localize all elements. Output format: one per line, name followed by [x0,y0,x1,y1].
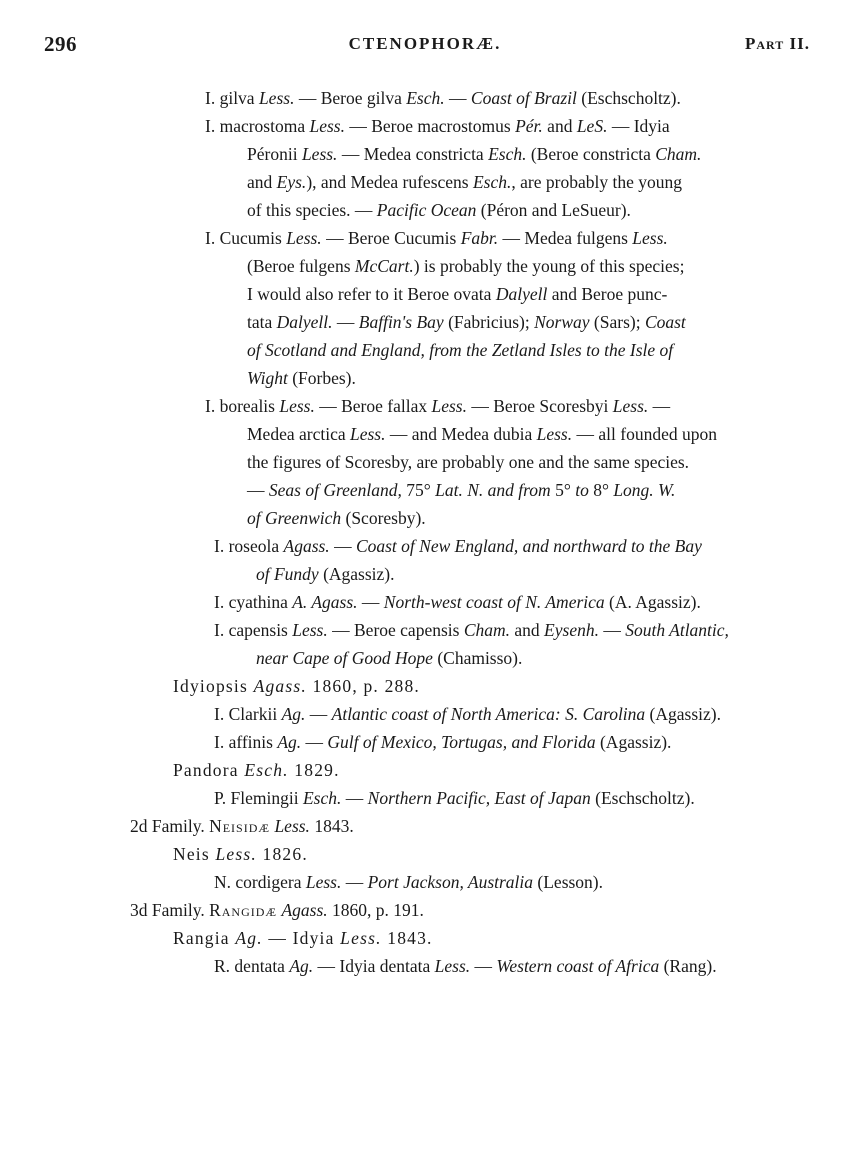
entry-continuation-line: near Cape of Good Hope (Chamisso). [256,648,523,668]
entry-continuation-line: Medea arctica Less. — and Medea dubia Less. — all founded upon [247,424,717,444]
page-body [0,84,850,980]
entry-continuation-line: Wight (Forbes). [247,368,356,388]
genus-heading: Idyiopsis Agass. 1860, p. 288. [173,676,421,696]
genus-heading: Neis Less. 1826. [173,844,308,864]
species-entry-line: I. roseola Agass. — Coast of New England, and northward to the Bay [214,536,702,556]
species-entry-line: R. dentata Ag. — Idyia dentata Less. — Western coast of Africa (Rang). [214,956,717,976]
entry-continuation-line: Péronii Less. — Medea constricta Esch. (Beroe constricta Cham. [247,144,702,164]
genus-heading: Pandora Esch. 1829. [173,760,340,780]
family-heading: 2d Family. Neisidæ Less. 1843. [130,816,354,836]
genus-heading: Rangia Ag. — Idyia Less. 1843. [173,928,433,948]
page-header [0,32,850,66]
species-entry-line: I. cyathina A. Agass. — North-west coast of N. America (A. Agassiz). [214,592,701,612]
entry-continuation-line: of this species. — Pacific Ocean (Péron and LeSueur). [247,200,631,220]
species-entry-line: I. affinis Ag. — Gulf of Mexico, Tortugas, and Florida (Agassiz). [214,732,672,752]
species-entry-line: I. macrostoma Less. — Beroe macrostomus Pér. and LeS. — Idyia [205,116,670,136]
running-title: CTENOPHORÆ. [348,34,502,53]
species-entry-line: I. gilva Less. — Beroe gilva Esch. — Coast of Brazil (Eschscholtz). [205,88,681,108]
species-entry-line: I. borealis Less. — Beroe fallax Less. — Beroe Scoresbyi Less. — [205,396,671,416]
entry-continuation-line: of Greenwich (Scoresby). [247,508,426,528]
page-number: 296 [44,32,77,56]
species-entry-line: I. capensis Less. — Beroe capensis Cham. and Eysenh. — South Atlantic, [214,620,729,640]
entry-continuation-line: and Eys.), and Medea rufescens Esch., are probably the young [247,172,682,192]
entry-continuation-line: — Seas of Greenland, 75° Lat. N. and from 5° to 8° Long. W. [247,480,676,500]
entry-continuation-line: I would also refer to it Beroe ovata Dalyell and Beroe punc- [247,284,668,304]
entry-continuation-line: of Scotland and England, from the Zetland Isles to the Isle of [247,340,674,360]
species-entry-line: I. Clarkii Ag. — Atlantic coast of North America: S. Carolina (Agassiz). [214,704,721,724]
entry-continuation-line: tata Dalyell. — Baffin's Bay (Fabricius); Norway (Sars); Coast [247,312,686,332]
family-heading: 3d Family. Rangidæ Agass. 1860, p. 191. [130,900,424,920]
entry-continuation-line: (Beroe fulgens McCart.) is probably the young of this species; [247,256,685,276]
species-entry-line: P. Flemingii Esch. — Northern Pacific, East of Japan (Eschscholtz). [214,788,695,808]
part-label: Part II. [744,34,810,53]
entry-continuation-line: the figures of Scoresby, are probably one and the same species. [247,452,690,472]
entry-continuation-line: of Fundy (Agassiz). [256,564,395,584]
species-entry-line: I. Cucumis Less. — Beroe Cucumis Fabr. — Medea fulgens Less. [205,228,668,248]
species-entry-line: N. cordigera Less. — Port Jackson, Australia (Lesson). [214,872,604,892]
